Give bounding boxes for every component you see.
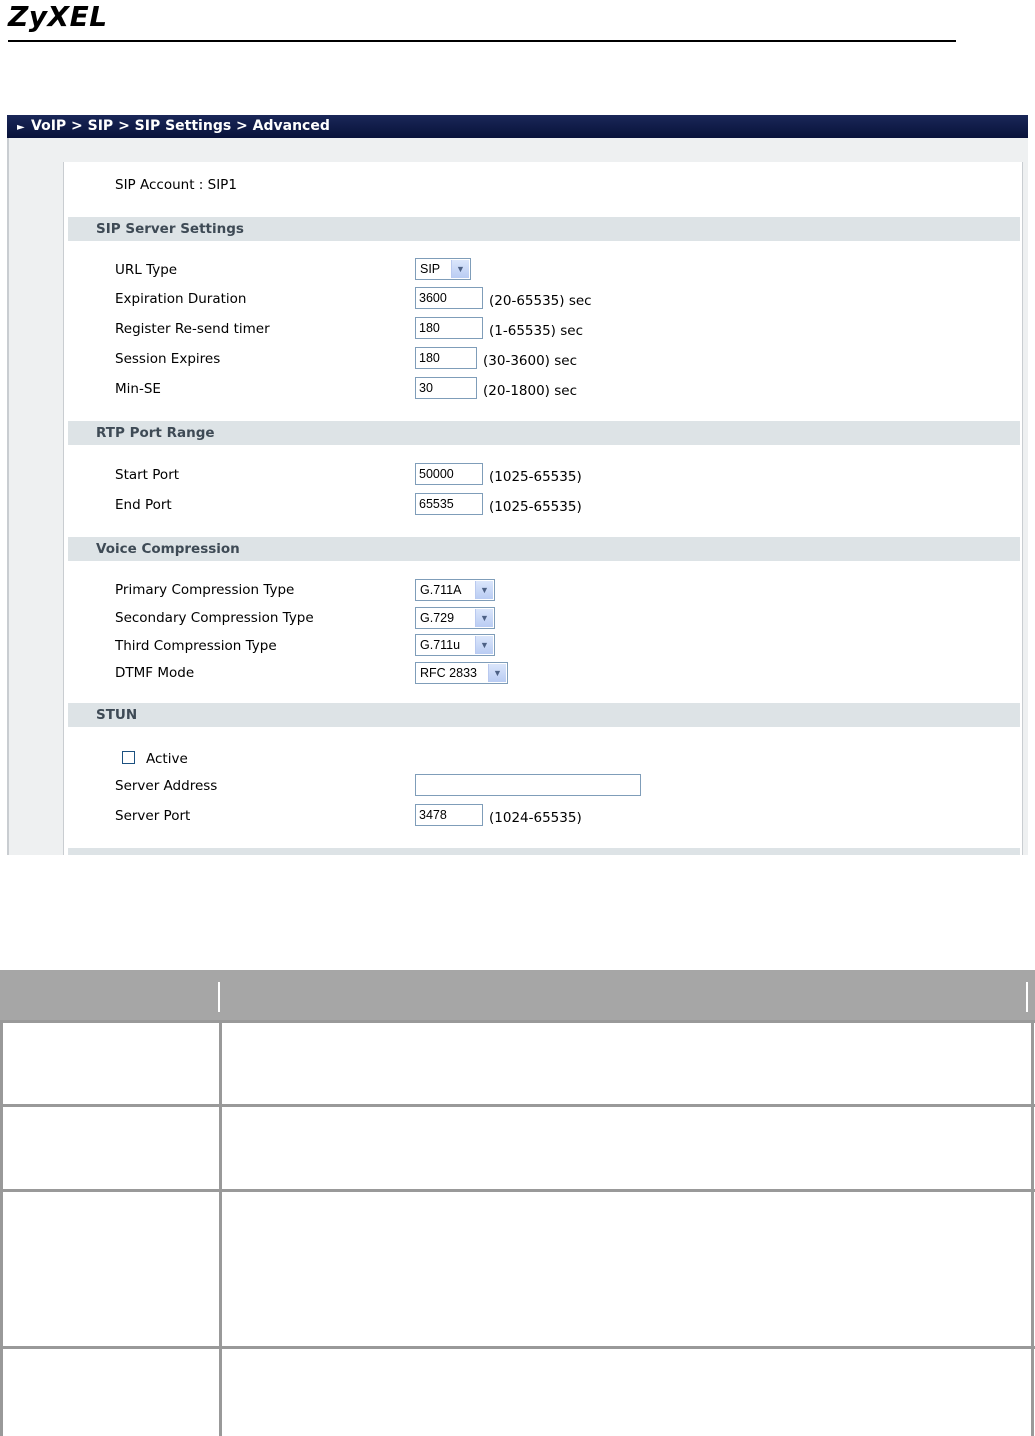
stun-active-checkbox[interactable] (122, 751, 135, 764)
table-header-divider (218, 982, 220, 1012)
url-type-label: URL Type (115, 262, 178, 278)
dtmf-mode-select[interactable] (415, 662, 508, 684)
table-header-edge (1026, 982, 1028, 1012)
end-port-range: (1025-65535) (489, 499, 582, 515)
url-type-value: SIP (420, 262, 441, 276)
section-sip-server: SIP Server Settings (68, 217, 1020, 241)
stun-active-label: Active (146, 751, 188, 767)
table-row (0, 1104, 1035, 1107)
frame-edge (7, 138, 9, 855)
secondary-compression-label: Secondary Compression Type (115, 610, 314, 626)
end-port-label: End Port (115, 497, 172, 513)
primary-compression-value: G.711A (420, 583, 462, 597)
zyxel-logo: ZyXEL (8, 0, 108, 33)
server-address-label: Server Address (115, 778, 218, 794)
min-se-range: (20-1800) sec (483, 383, 577, 399)
header-rule (8, 40, 956, 42)
sip-account-label: SIP Account : SIP1 (115, 177, 237, 193)
min-se-label: Min-SE (115, 381, 161, 397)
third-compression-select[interactable] (415, 634, 495, 656)
expiration-duration-label: Expiration Duration (115, 291, 247, 307)
secondary-compression-select[interactable] (415, 607, 495, 629)
session-expires-input[interactable]: 180 (415, 347, 477, 369)
arrow-right-icon: ► (17, 122, 25, 133)
description-table (0, 970, 1035, 1436)
server-port-label: Server Port (115, 808, 191, 824)
third-compression-value: G.711u (420, 638, 461, 652)
section-voice-compression: Voice Compression (68, 537, 1020, 561)
primary-compression-label: Primary Compression Type (115, 582, 295, 598)
table-row (0, 1346, 1035, 1349)
table-left-border (0, 1020, 3, 1436)
table-row (0, 1189, 1035, 1192)
session-expires-label: Session Expires (115, 351, 221, 367)
dtmf-mode-value: RFC 2833 (420, 666, 477, 680)
end-port-input[interactable]: 65535 (415, 493, 483, 515)
session-expires-range: (30-3600) sec (483, 353, 577, 369)
min-se-input[interactable]: 30 (415, 377, 477, 399)
chevron-down-icon[interactable]: ▼ (475, 636, 493, 654)
breadcrumb-bar (7, 115, 1028, 138)
register-resend-range: (1-65535) sec (489, 323, 583, 339)
start-port-label: Start Port (115, 467, 180, 483)
table-column-divider (219, 1020, 222, 1436)
server-port-range: (1024-65535) (489, 810, 582, 826)
table-row (0, 1020, 1035, 1023)
secondary-compression-value: G.729 (420, 611, 455, 625)
settings-panel (63, 162, 1023, 855)
register-resend-label: Register Re-send timer (115, 321, 270, 337)
table-header (0, 970, 1035, 1020)
primary-compression-select[interactable] (415, 579, 495, 601)
start-port-range: (1025-65535) (489, 469, 582, 485)
dtmf-mode-label: DTMF Mode (115, 665, 195, 681)
server-port-input[interactable]: 3478 (415, 804, 483, 826)
next-section-bar (68, 848, 1020, 855)
chevron-down-icon[interactable]: ▼ (475, 581, 493, 599)
expiration-duration-input[interactable]: 3600 (415, 287, 483, 309)
sip-advanced-screen (7, 115, 1028, 855)
expiration-duration-range: (20-65535) sec (489, 293, 592, 309)
chevron-down-icon[interactable]: ▼ (488, 664, 506, 682)
server-address-input[interactable] (415, 774, 641, 796)
chevron-down-icon[interactable]: ▼ (451, 260, 469, 278)
chevron-down-icon[interactable]: ▼ (475, 609, 493, 627)
section-rtp-port-range: RTP Port Range (68, 421, 1020, 445)
start-port-input[interactable]: 50000 (415, 463, 483, 485)
url-type-select[interactable] (415, 258, 471, 280)
third-compression-label: Third Compression Type (115, 638, 277, 654)
register-resend-input[interactable]: 180 (415, 317, 483, 339)
section-stun: STUN (68, 703, 1020, 727)
breadcrumb: VoIP > SIP > SIP Settings > Advanced (31, 118, 330, 134)
table-right-border (1031, 1020, 1034, 1436)
